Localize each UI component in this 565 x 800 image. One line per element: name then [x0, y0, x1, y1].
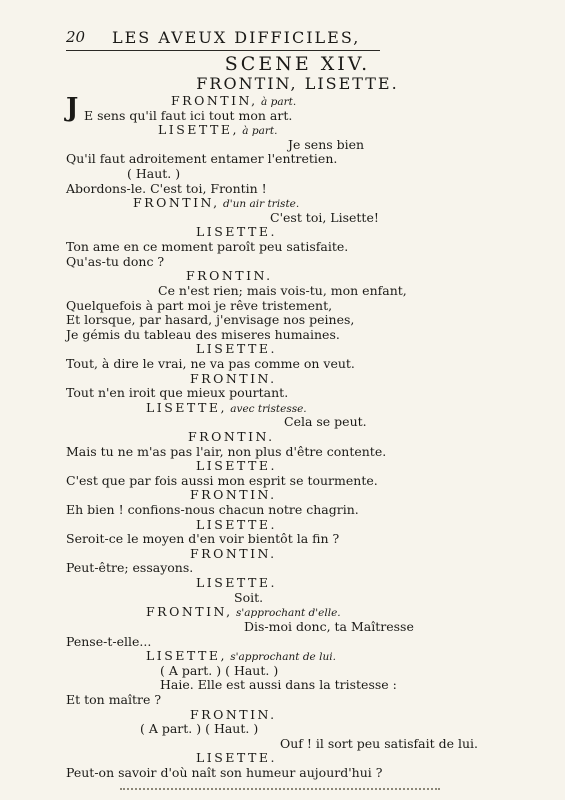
verse-line: E sens qu'il faut ici tout mon art.: [84, 108, 293, 123]
verse-line: Pense-t-elle...: [66, 634, 152, 649]
speaker-line: FRONTIN.: [190, 546, 277, 561]
page-foot-dots: [120, 788, 440, 790]
verse-line: Et lorsque, par hasard, j'envisage nos peines,: [66, 312, 355, 327]
verse-line: Ouf ! il sort peu satisfait de lui.: [280, 736, 478, 751]
verse-line: C'est toi, Lisette!: [270, 210, 379, 225]
page-number: 20: [66, 28, 86, 46]
verse-line: Je sens bien: [288, 137, 365, 152]
stage-direction: ( A part. ) ( Haut. ): [140, 721, 259, 736]
verse-line: Haie. Elle est aussi dans la tristesse :: [160, 677, 397, 692]
speaker-line: LISETTE, à part.: [158, 122, 278, 137]
speaker-line: LISETTE.: [196, 575, 277, 590]
speaker-line: LISETTE.: [196, 224, 277, 239]
verse-line: Et ton maître ?: [66, 692, 162, 707]
verse-line: Peut-être; essayons.: [66, 560, 194, 575]
speaker-line: FRONTIN.: [186, 268, 273, 283]
speaker-line: LISETTE, s'approchant de lui.: [146, 648, 336, 663]
verse-line: Soit.: [234, 590, 264, 605]
verse-line: Abordons-le. C'est toi, Frontin !: [66, 181, 267, 196]
speaker-line: FRONTIN, d'un air triste.: [133, 195, 300, 210]
verse-line: Tout n'en iroit que mieux pourtant.: [66, 385, 289, 400]
drop-cap: J: [66, 93, 79, 123]
verse-line: Qu'as-tu donc ?: [66, 254, 165, 269]
page-header: [0, 28, 565, 48]
verse-line: Tout, à dire le vrai, ne va pas comme on veut.: [66, 356, 355, 371]
speaker-line: FRONTIN.: [190, 371, 277, 386]
verse-line: Mais tu ne m'as pas l'air, non plus d'être contente.: [66, 444, 387, 459]
verse-line: Je gémis du tableau des miseres humaines.: [66, 327, 340, 342]
speaker-line: LISETTE, avec tristesse.: [146, 400, 307, 415]
speaker-line: FRONTIN.: [188, 429, 275, 444]
verse-line: Cela se peut.: [284, 414, 367, 429]
speaker-line: FRONTIN, s'approchant d'elle.: [146, 604, 341, 619]
speaker-line: FRONTIN.: [190, 707, 277, 722]
header-rule: [66, 50, 380, 51]
stage-direction: ( Haut. ): [127, 166, 181, 181]
stage-direction: ( A part. ) ( Haut. ): [160, 663, 279, 678]
verse-line: Quelquefois à part moi je rêve tristement,: [66, 298, 333, 313]
running-title: LES AVEUX DIFFICILES,: [112, 28, 361, 47]
speaker-line: FRONTIN.: [190, 487, 277, 502]
speaker-line: LISETTE.: [196, 517, 277, 532]
verse-line: C'est que par fois aussi mon esprit se tourmente.: [66, 473, 378, 488]
verse-line: Eh bien ! confions-nous chacun notre chagrin.: [66, 502, 359, 517]
verse-line: Seroit-ce le moyen d'en voir bientôt la fin ?: [66, 531, 340, 546]
scene-title: SCENE XIV.: [224, 53, 371, 75]
speaker-line: LISETTE.: [196, 458, 277, 473]
verse-line: Ton ame en ce moment paroît peu satisfaite.: [66, 239, 349, 254]
speaker-line: LISETTE.: [196, 750, 277, 765]
verse-line: Ce n'est rien; mais vois-tu, mon enfant,: [158, 283, 407, 298]
speaker-line: LISETTE.: [196, 341, 277, 356]
scene-characters: FRONTIN, LISETTE.: [196, 74, 399, 93]
verse-line: Peut-on savoir d'où naît son humeur aujourd'hui ?: [66, 765, 383, 780]
verse-line: Dis-moi donc, ta Maîtresse: [244, 619, 414, 634]
speaker-line: FRONTIN, à part.: [171, 93, 297, 108]
verse-line: Qu'il faut adroitement entamer l'entretien.: [66, 151, 338, 166]
